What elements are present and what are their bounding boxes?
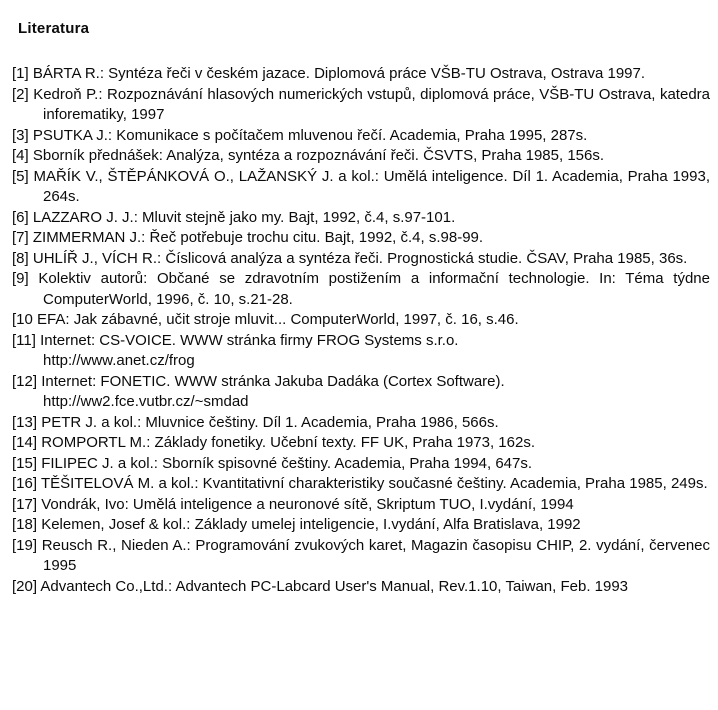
reference-item [12, 454, 710, 475]
reference-text: Advantech Co.,Ltd.: Advantech PC-Labcard User's Manual, Rev.1.10, Taiwan, Feb. 1993 [40, 577, 629, 595]
reference-item [12, 474, 710, 495]
reference-text: MAŘÍK V., ŠTĚPÁNKOVÁ O., LAŽANSKÝ J. a kol.: Umělá inteligence. Díl 1. Academia, Praha 1993, 264s. [33, 167, 710, 205]
reference-number: [15] [12, 454, 38, 472]
reference-item [12, 126, 710, 147]
reference-url: http://www.anet.cz/frog [43, 352, 195, 369]
reference-item [12, 146, 710, 167]
reference-item [12, 85, 710, 126]
reference-number: [2] [12, 85, 29, 103]
reference-text: Reusch R., Nieden A.: Programování zvukových karet, Magazin časopisu CHIP, 2. vydání, červenec 1995 [41, 536, 710, 574]
reference-item [12, 495, 710, 516]
reference-list [12, 64, 710, 597]
reference-item [12, 536, 710, 577]
reference-item [12, 433, 710, 454]
reference-item [12, 310, 710, 331]
reference-text: EFA: Jak zábavné, učit stroje mluvit... ComputerWorld, 1997, č. 16, s.46. [37, 311, 519, 328]
reference-text: Internet: CS-VOICE. WWW stránka firmy FROG Systems s.r.o. [40, 331, 459, 349]
reference-item [12, 515, 710, 536]
reference-text: ZIMMERMAN J.: Řeč potřebuje trochu citu. Bajt, 1992, č.4, s.98-99. [32, 229, 484, 246]
reference-text: Kedroň P.: Rozpoznávání hlasových numerických vstupů, diplomová práce, VŠB-TU Ostrava, katedra inforematiky, 1997 [33, 85, 710, 123]
reference-text: LAZZARO J. J.: Mluvit stejně jako my. Bajt, 1992, č.4, s.97-101. [32, 208, 456, 226]
reference-number: [12] [12, 372, 38, 390]
reference-item [12, 413, 710, 434]
reference-number: [4] [12, 147, 29, 164]
reference-item [12, 167, 710, 208]
reference-text: Kelemen, Josef & kol.: Základy umelej inteligencie, I.vydání, Alfa Bratislava, 1992 [41, 516, 581, 533]
reference-text: FILIPEC J. a kol.: Sborník spisovné češtiny. Academia, Praha 1994, 647s. [41, 454, 533, 472]
reference-item [12, 208, 710, 229]
reference-number: [1] [12, 65, 29, 82]
reference-number: [16] [12, 475, 38, 492]
reference-number: [8] [12, 249, 29, 267]
reference-number: [18] [12, 516, 38, 533]
reference-number: [10 [12, 311, 33, 328]
reference-text: ROMPORTL M.: Základy fonetiky. Učební texty. FF UK, Praha 1973, 162s. [41, 434, 536, 451]
reference-number: [3] [12, 126, 29, 144]
reference-item [12, 269, 710, 310]
reference-number: [11] [12, 331, 36, 349]
reference-item [12, 331, 710, 372]
page-title: Literatura [18, 20, 90, 37]
reference-text: PSUTKA J.: Komunikace s počítačem mluvenou řečí. Academia, Praha 1995, 287s. [32, 126, 588, 144]
reference-item [12, 228, 710, 249]
reference-number: [14] [12, 434, 38, 451]
reference-text: BÁRTA R.: Syntéza řeči v českém jazace. Diplomová práce VŠB-TU Ostrava, Ostrava 1997. [32, 65, 646, 82]
reference-number: [17] [12, 495, 38, 513]
reference-number: [9] [12, 270, 29, 287]
reference-number: [5] [12, 167, 29, 185]
reference-item [12, 372, 710, 413]
reference-item [12, 64, 710, 85]
reference-url: http://ww2.fce.vutbr.cz/~smdad [43, 393, 249, 410]
reference-item [12, 249, 710, 270]
reference-text: PETR J. a kol.: Mluvnice češtiny. Díl 1. Academia, Praha 1986, 566s. [41, 413, 499, 431]
reference-text: Sborník přednášek: Analýza, syntéza a rozpoznávání řeči. ČSVTS, Praha 1985, 156s. [32, 147, 605, 164]
reference-text: UHLÍŘ J., VÍCH R.: Číslicová analýza a syntéza řeči. Prognostická studie. ČSAV, Praha 1985, 36s. [32, 249, 688, 267]
reference-number: [20] [12, 577, 38, 595]
reference-item [12, 577, 710, 598]
reference-number: [6] [12, 208, 29, 226]
reference-text: Internet: FONETIC. WWW stránka Jakuba Dadáka (Cortex Software). [41, 372, 505, 390]
reference-text: Vondrák, Ivo: Umělá inteligence a neuronové sítě, Skriptum TUO, I.vydání, 1994 [41, 495, 574, 513]
reference-text: TĚŠITELOVÁ M. a kol.: Kvantitativní charakteristiky současné češtiny. Academia, Praha 1985, 249s. [40, 475, 708, 492]
reference-number: [13] [12, 413, 38, 431]
reference-text: Kolektiv autorů: Občané se zdravotním postižením a informační technologie. In: Téma týdne ComputerWorld, 1996, č. 10, s.21-28. [38, 270, 710, 308]
reference-number: [7] [12, 229, 29, 246]
reference-number: [19] [12, 536, 38, 554]
